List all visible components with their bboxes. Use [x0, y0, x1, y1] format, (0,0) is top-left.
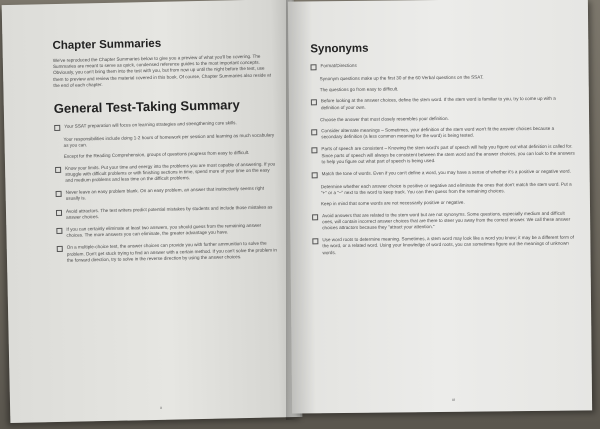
general-summary-heading: General Test-Taking Summary — [53, 97, 240, 117]
right-page-number: xi — [451, 396, 455, 402]
checklist-item-text: If you can certainly eliminate at least two answers, you should guess from the remaining answer choices. The more answers you can eliminate, the greater advantage you have. — [66, 222, 262, 239]
checklist-item-text: Avoid attractors. The test writers predict potential mistakes by students and include those mistakes as answer choices. — [65, 204, 273, 220]
checklist-item-text: Before looking at the answer choices, define the stem word. If the stem word is familiar to you, try to come up with a definition of your own. — [320, 96, 556, 110]
checklist-item — [56, 222, 278, 239]
synonyms-heading: Synonyms — [310, 42, 369, 56]
left-checklist — [54, 119, 279, 264]
left-book-page — [2, 0, 303, 423]
chapter-summaries-intro: We've reproduced the Chapter Summaries below to give you a preview of what you'll be covering. The Summaries are meant to serve as quick, condensed reference guides to the most important concepts. Obviously, you can't bring them into the test with you, but from now up until the night before the test, use them to preview and review the material covered in this book. Of course, Chapter Summaries also reside at the end of each chapter. — [52, 53, 272, 88]
checklist-item — [312, 210, 576, 231]
checklist-subtext: Your responsibilities include doing 1-2 hours of homework per session and learning as much vocabulary as you can. — [63, 132, 275, 149]
checklist-item — [56, 204, 278, 221]
checklist-item-text: On a multiple-choice test, the answer choices can provide you with further ammunition to solve the problem. Don't get stuck trying to find an answer with a certain method. If you can't solve the problem in the forward direction, try to solve in the reverse direction by using the answer choices. — [66, 241, 278, 263]
chapter-summaries-heading: Chapter Summaries — [52, 37, 162, 53]
checkbox-icon — [55, 167, 61, 173]
checkbox-icon — [311, 129, 317, 135]
checklist-item-text: Avoid answers that are related to the stem word but are not synonyms. Some questions, especially medium and difficult ones, will contain incorrect answer choices that are there to steer you away from the correct answer. We call these answer choices attractors because they "attract your attention." — [322, 210, 571, 231]
right-book-page — [288, 0, 592, 414]
checklist-item — [311, 96, 575, 111]
checkbox-icon — [312, 239, 318, 245]
checklist-item — [310, 61, 574, 71]
checklist-item — [56, 186, 278, 203]
checklist-subtext: Except for the Reading Comprehension, groups of questions progress from easy to difficult. — [63, 150, 250, 160]
checkbox-icon — [57, 246, 63, 252]
checkbox-icon — [56, 191, 62, 197]
checklist-item-text: Never leave an easy problem blank. On an easy problem, an answer that instinctively seems right usually is. — [65, 185, 265, 202]
checklist-item — [54, 119, 276, 131]
checklist-item-text: Your SSAT preparation will focus on learning strategies and strengthening core skills. — [64, 120, 237, 129]
checklist-subtext: The questions go from easy to difficult. — [319, 86, 399, 93]
checklist-subtext: Determine whether each answer choice is positive or negative and eliminate the ones that don't match the stem word. Put a "+" or a "–" next to the word to keep track. You can then guess from the remaining choices. — [320, 181, 572, 196]
checklist-subtext: Choose the answer that most closely resembles your definition. — [320, 115, 449, 123]
checklist-item — [57, 241, 279, 264]
checklist-item-text: Match the tone of words. Even if you can't define a word, you may have a sense of whether it's a positive or negative word. — [321, 168, 571, 177]
checklist-item — [55, 161, 277, 184]
checklist-item — [311, 126, 575, 141]
checklist-item — [312, 235, 576, 256]
checklist-item-text: Know your limits. Put your time and energy into the problems you are most capable of answering. If you struggle with difficult problems or with finishing sections in time, spend more of your time on the easy and medium problems and less time on the difficult problems. — [65, 161, 276, 183]
checkbox-icon — [311, 100, 317, 106]
right-checklist — [310, 61, 576, 257]
checklist-item — [312, 169, 576, 179]
checkbox-icon — [54, 125, 60, 131]
checklist-item — [311, 144, 575, 165]
checklist-item-text: Parts of speech are consistent – Knowing the stem word's part of speech will help you figure out what definition is called for. Since parts of speech will always be consistent between the stem word and the answer choices, you can look to the answers to help you figure out what part of speech is being used. — [321, 144, 575, 165]
checkbox-icon — [312, 172, 318, 178]
checkbox-icon — [56, 210, 62, 216]
checkbox-icon — [56, 228, 62, 234]
checklist-item-text: Format/Directions — [320, 62, 357, 69]
checklist-subtext: Synonym questions make up the first 30 of the 60 Verbal questions on the SSAT. — [319, 74, 484, 82]
left-page-number: x — [160, 404, 163, 410]
checkbox-icon — [311, 64, 317, 70]
checklist-subtext: Keep in mind that some words are not necessarily positive or negative. — [320, 200, 465, 207]
checklist-item-text: Use word roots to determine meaning. Sometimes, a stem word may look like a word you know; it may be a different form of the word, or a related word. Using your knowledge of word roots, you can sometimes figure out the meanings of unknown words. — [322, 234, 575, 255]
checkbox-icon — [312, 214, 318, 220]
checkbox-icon — [311, 148, 317, 154]
checklist-item-text: Consider alternate meanings – Sometimes, your definition of the stem word won't fit the answer choices because a secondary definition (a less common meaning for the word) is being tested. — [321, 125, 555, 140]
